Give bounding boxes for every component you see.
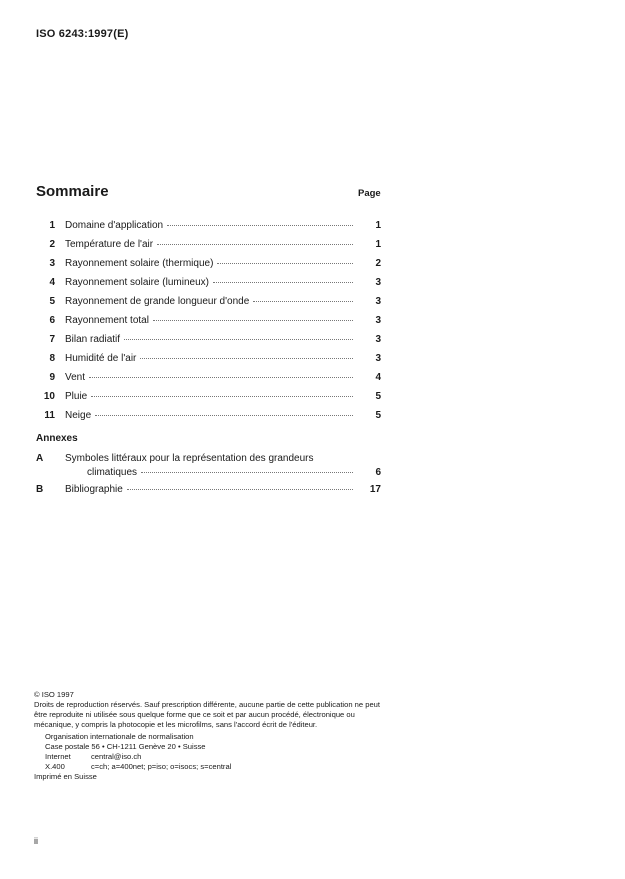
toc-entry-number: 7: [49, 334, 55, 345]
toc-items: [36, 220, 381, 429]
dot-leader: [157, 244, 353, 245]
toc-entry-number: 10: [43, 391, 55, 402]
toc-entry-label: Rayonnement solaire (lumineux): [65, 277, 209, 288]
toc-entry-page: 2: [375, 258, 381, 269]
dot-leader: [91, 396, 353, 397]
toc-entry[interactable]: [36, 258, 381, 277]
toc-entry[interactable]: [36, 315, 381, 334]
toc-entry-number: 3: [49, 258, 55, 269]
document-id: ISO 6243:1997(E): [36, 28, 129, 40]
printed-in: Imprimé en Suisse: [34, 772, 97, 781]
toc-entry-label: Pluie: [65, 391, 88, 402]
toc-entry-page: 3: [375, 277, 381, 288]
dot-leader: [141, 472, 353, 473]
toc-entry-label: Rayonnement total: [65, 315, 149, 326]
page-column-label: Page: [358, 188, 381, 199]
toc-entry-page: 1: [375, 239, 381, 250]
internet-row: [34, 752, 384, 762]
internet-label: Internet: [45, 752, 71, 761]
dot-leader: [89, 377, 353, 378]
annex-letter: A: [36, 453, 44, 464]
annex-label: Bibliographie: [65, 484, 123, 495]
toc-entry-page: 3: [375, 296, 381, 307]
toc-entry-number: 2: [49, 239, 55, 250]
dot-leader: [167, 225, 353, 226]
org-name: Organisation internationale de normalisation: [45, 732, 194, 741]
dot-leader: [127, 489, 353, 490]
toc-entry-page: 3: [375, 334, 381, 345]
toc-entry-page: 5: [375, 410, 381, 421]
toc-entry[interactable]: [36, 296, 381, 315]
toc-entry[interactable]: [36, 277, 381, 296]
toc-entry-label: Rayonnement solaire (thermique): [65, 258, 214, 269]
toc-annex-b[interactable]: [36, 484, 381, 503]
toc-entry[interactable]: [36, 372, 381, 391]
dot-leader: [95, 415, 353, 416]
copyright-block: [34, 690, 384, 782]
dot-leader: [153, 320, 353, 321]
toc-entry-label: Neige: [65, 410, 92, 421]
toc-entry[interactable]: [36, 391, 381, 410]
x400-label: X.400: [45, 762, 65, 771]
toc-entry[interactable]: [36, 239, 381, 258]
toc-entry-number: 6: [49, 315, 55, 326]
internet-value: central@iso.ch: [91, 752, 142, 761]
toc-entry-number: 1: [49, 220, 55, 231]
copyright-notice: Droits de reproduction réservés. Sauf prescription différente, aucune partie de cette publication ne peut être reproduite ni utilisée sous quelque forme que ce soit et par aucun procédé, électronique ou mécanique, y compris la photocopie et les microfilms, sans l'accord écrit de l'éditeur.: [34, 700, 381, 729]
toc-entry-label: Vent: [65, 372, 86, 383]
dot-leader: [140, 358, 353, 359]
annex-letter: B: [36, 484, 44, 495]
toc-entry-number: 11: [44, 410, 55, 421]
toc-entry-page: 3: [375, 315, 381, 326]
toc-entry[interactable]: [36, 353, 381, 372]
dot-leader: [213, 282, 353, 283]
dot-leader: [124, 339, 353, 340]
toc-entry-label: Humidité de l'air: [65, 353, 137, 364]
toc-entry[interactable]: [36, 410, 381, 429]
toc-entry-page: 4: [375, 372, 381, 383]
toc-entry-label: Domaine d'application: [65, 220, 164, 231]
toc-entry-page: 5: [375, 391, 381, 402]
toc-entry[interactable]: [36, 220, 381, 239]
toc-entry-number: 8: [49, 353, 55, 364]
x400-value: c=ch; a=400net; p=iso; o=isocs; s=central: [91, 762, 232, 771]
dot-leader: [253, 301, 353, 302]
toc-entry-label: Bilan radiatif: [65, 334, 121, 345]
toc-entry-page: 3: [375, 353, 381, 364]
table-of-contents: [36, 220, 381, 503]
toc-entry-page: 1: [375, 220, 381, 231]
toc-entry-label: Rayonnement de grande longueur d'onde: [65, 296, 250, 307]
toc-annex-a[interactable]: [36, 453, 381, 478]
toc-entry[interactable]: [36, 334, 381, 353]
annex-page: 17: [369, 484, 381, 495]
page-number: ii: [34, 836, 38, 846]
toc-entry-number: 5: [49, 296, 55, 307]
annex-label-line1: Symboles littéraux pour la représentation des grandeurs: [65, 453, 314, 464]
annex-label-line2: climatiques: [87, 467, 138, 478]
org-address: Case postale 56 • CH-1211 Genève 20 • Suisse: [45, 742, 206, 751]
copyright-line: © ISO 1997: [34, 690, 74, 699]
toc-title: Sommaire: [36, 183, 109, 200]
dot-leader: [217, 263, 353, 264]
annex-page: 6: [375, 467, 381, 478]
toc-entry-number: 9: [49, 372, 55, 383]
annexes-heading: Annexes: [36, 433, 78, 444]
x400-row: [34, 762, 384, 772]
toc-entry-label: Température de l'air: [65, 239, 154, 250]
toc-entry-number: 4: [49, 277, 55, 288]
